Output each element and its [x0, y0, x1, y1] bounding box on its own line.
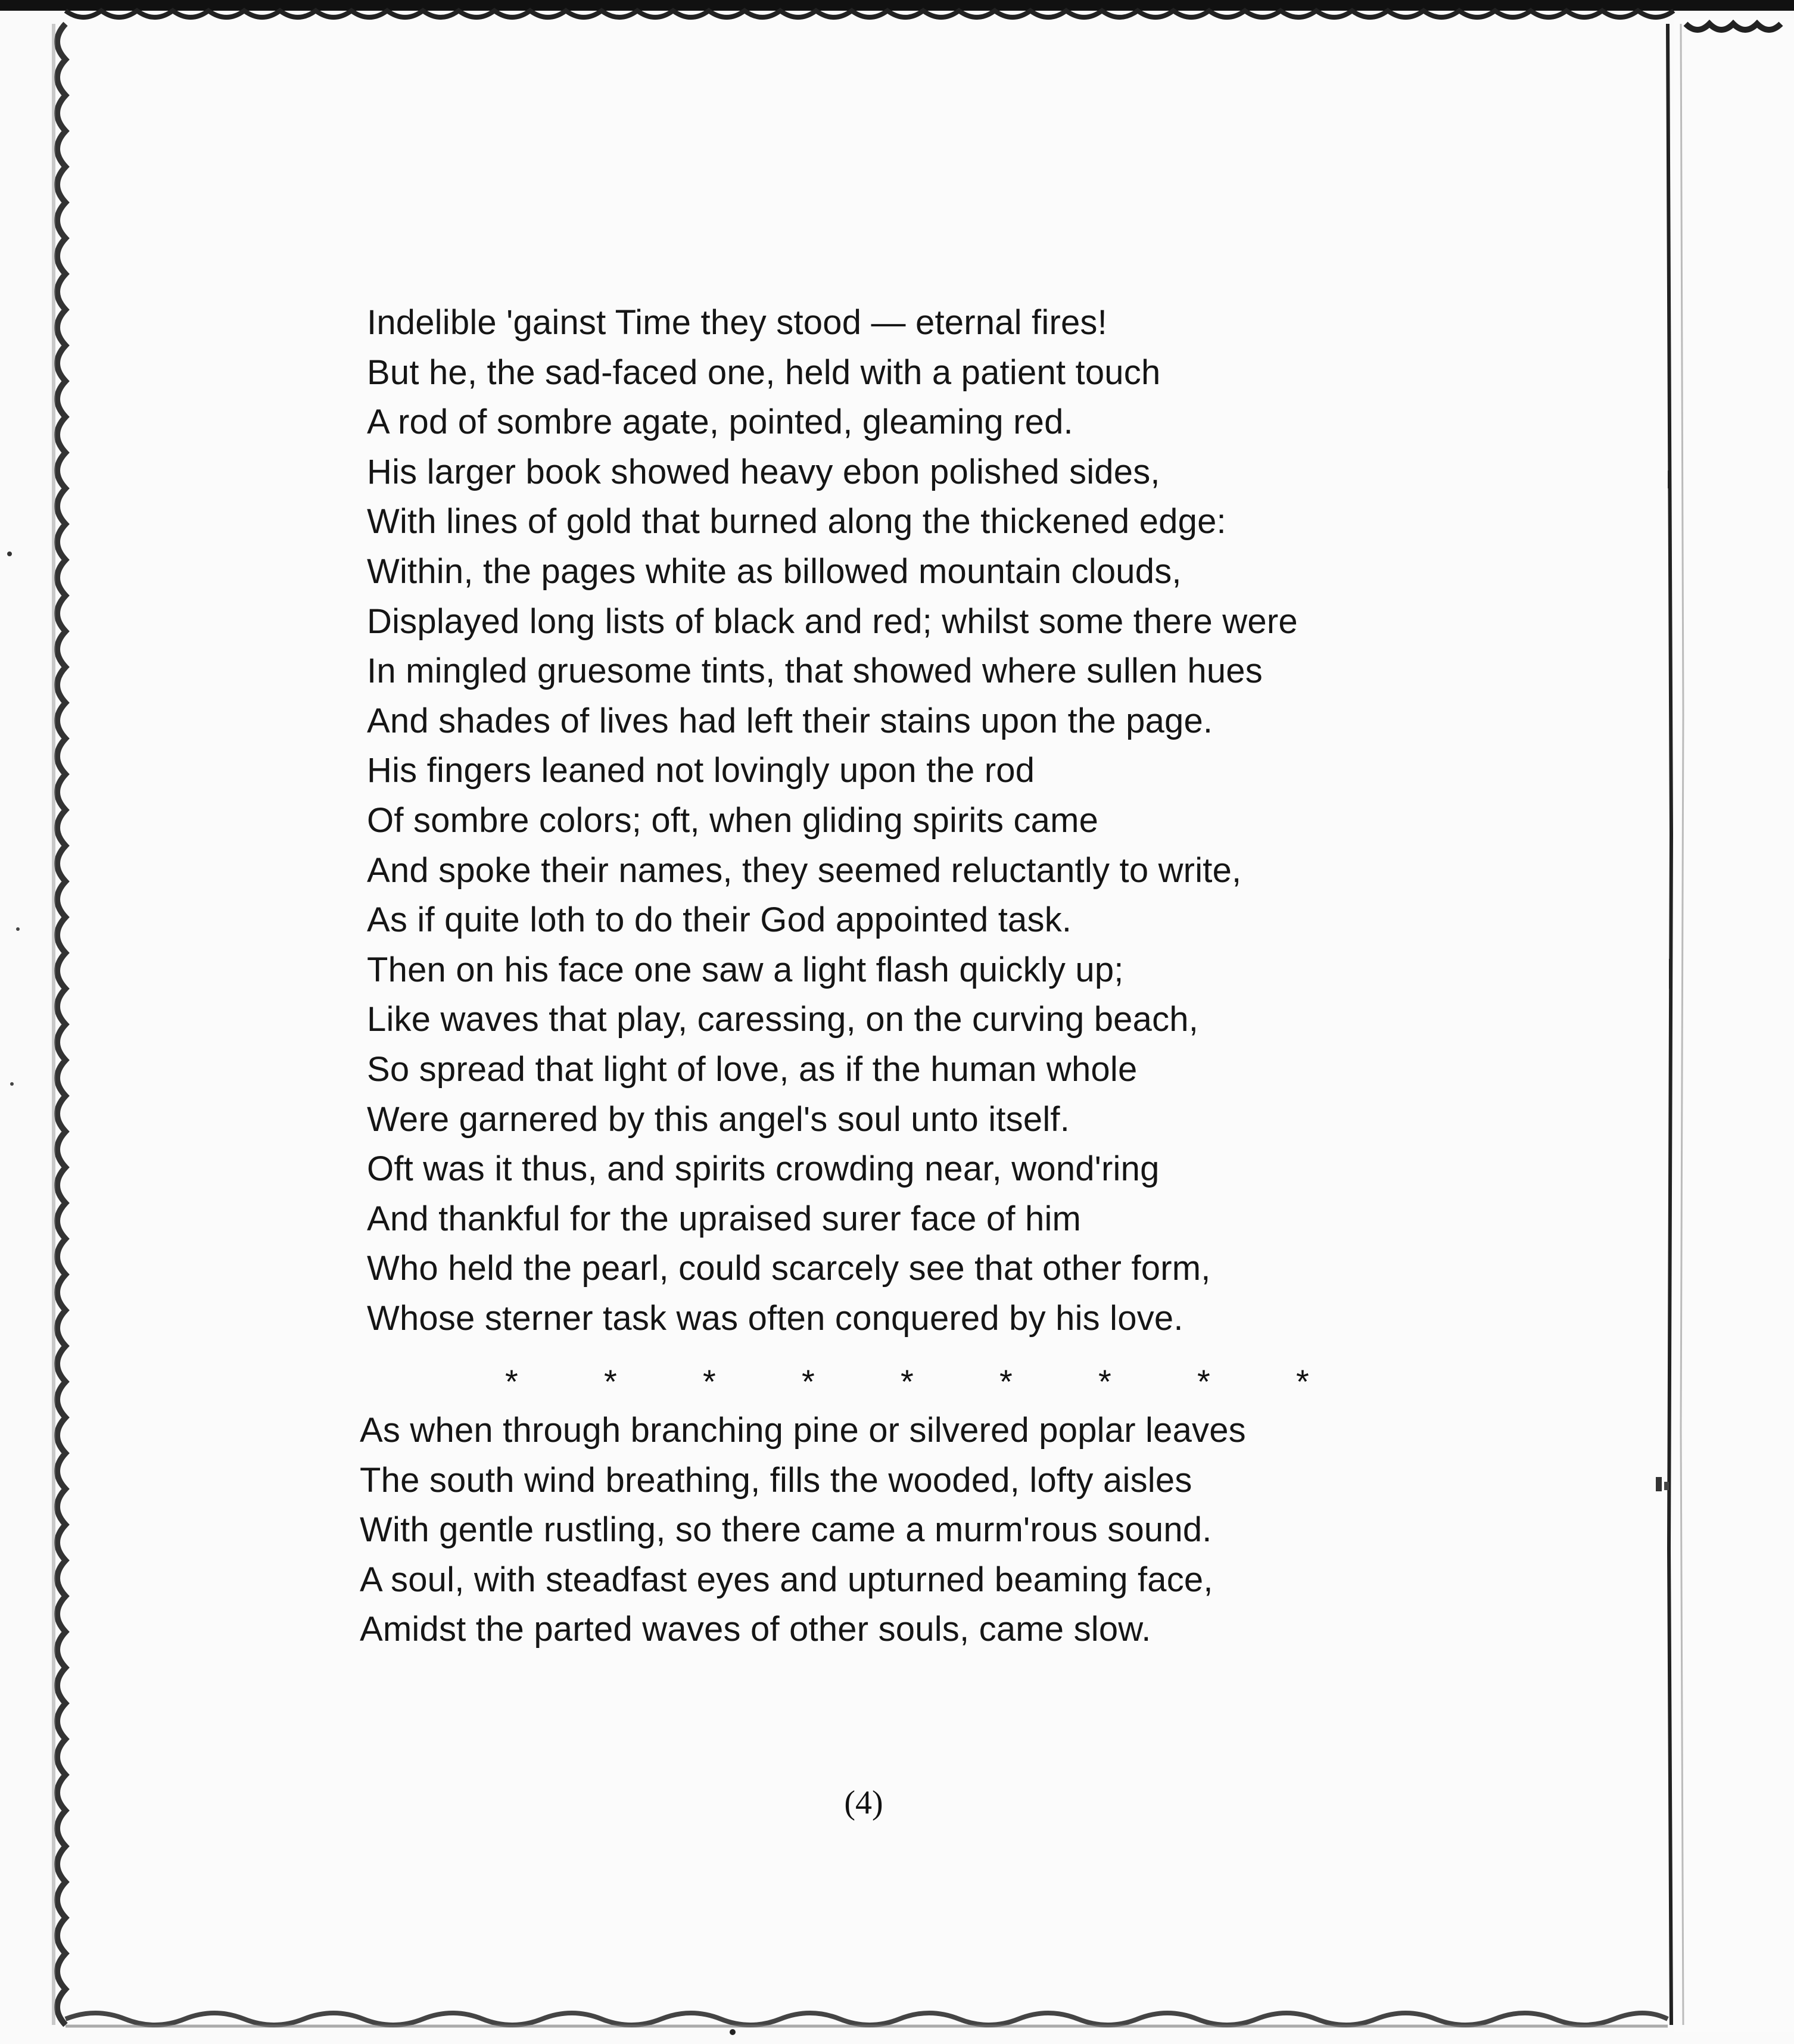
poem-line: Who held the pearl, could scarcely see that other form,	[367, 1249, 1211, 1288]
page-number: (4)	[844, 1784, 883, 1821]
poem-line: And spoke their names, they seemed reluctantly to write,	[367, 850, 1242, 890]
asterisk: *	[999, 1363, 1013, 1400]
poem-line: And shades of lives had left their stains upon the page.	[367, 701, 1213, 740]
poem-line: Oft was it thus, and spirits crowding near, wond'ring	[367, 1149, 1160, 1189]
asterisk: *	[901, 1363, 914, 1400]
poem-line: His fingers leaned not lovingly upon the rod	[367, 751, 1035, 790]
asterisk: *	[604, 1363, 617, 1400]
asterisk: *	[1197, 1363, 1210, 1400]
poem-line: But he, the sad-faced one, held with a patient touch	[367, 353, 1161, 392]
poem-line: So spread that light of love, as if the human whole	[367, 1049, 1138, 1089]
poem-line: A rod of sombre agate, pointed, gleaming red.	[367, 403, 1073, 442]
poem-line: Then on his face one saw a light flash quickly up;	[367, 950, 1124, 989]
poem-line: Like waves that play, caressing, on the curving beach,	[367, 1000, 1199, 1039]
asterisk: *	[802, 1363, 815, 1400]
poem-line: As when through branching pine or silvered poplar leaves	[360, 1411, 1246, 1450]
poem-line: And thankful for the upraised surer face of him	[367, 1199, 1082, 1238]
poem-line: As if quite loth to do their God appointed task.	[367, 901, 1072, 940]
poem-line: His larger book showed heavy ebon polished sides,	[367, 452, 1160, 491]
poem-line: Amidst the parted waves of other souls, came slow.	[360, 1610, 1151, 1649]
asterisk: *	[1098, 1363, 1111, 1400]
poem-line: With lines of gold that burned along the thickened edge:	[367, 502, 1226, 541]
poem-line: A soul, with steadfast eyes and upturned beaming face,	[360, 1560, 1213, 1599]
poem-line: With gentle rustling, so there came a murm'rous sound.	[360, 1510, 1212, 1550]
poem-line: Whose sterner task was often conquered by his love.	[367, 1298, 1183, 1338]
poem-line: Within, the pages white as billowed mountain clouds,	[367, 551, 1182, 591]
poem-line: In mingled gruesome tints, that showed where sullen hues	[367, 652, 1263, 691]
poem-line: Of sombre colors; oft, when gliding spirits came	[367, 800, 1099, 840]
asterisk: *	[505, 1363, 518, 1400]
asterisk: *	[1296, 1363, 1309, 1400]
poem-line: Were garnered by this angel's soul unto itself.	[367, 1099, 1070, 1139]
poem-line: The south wind breathing, fills the wooded, lofty aisles	[360, 1460, 1192, 1500]
section-separator	[462, 1361, 1642, 1403]
poem-line: Indelible 'gainst Time they stood — eternal fires!	[367, 303, 1107, 342]
poem-line: Displayed long lists of black and red; whilst some there were	[367, 602, 1298, 641]
stanza-2	[360, 1406, 1246, 1654]
asterisk: *	[703, 1363, 716, 1400]
stanza-1	[367, 298, 1298, 1343]
